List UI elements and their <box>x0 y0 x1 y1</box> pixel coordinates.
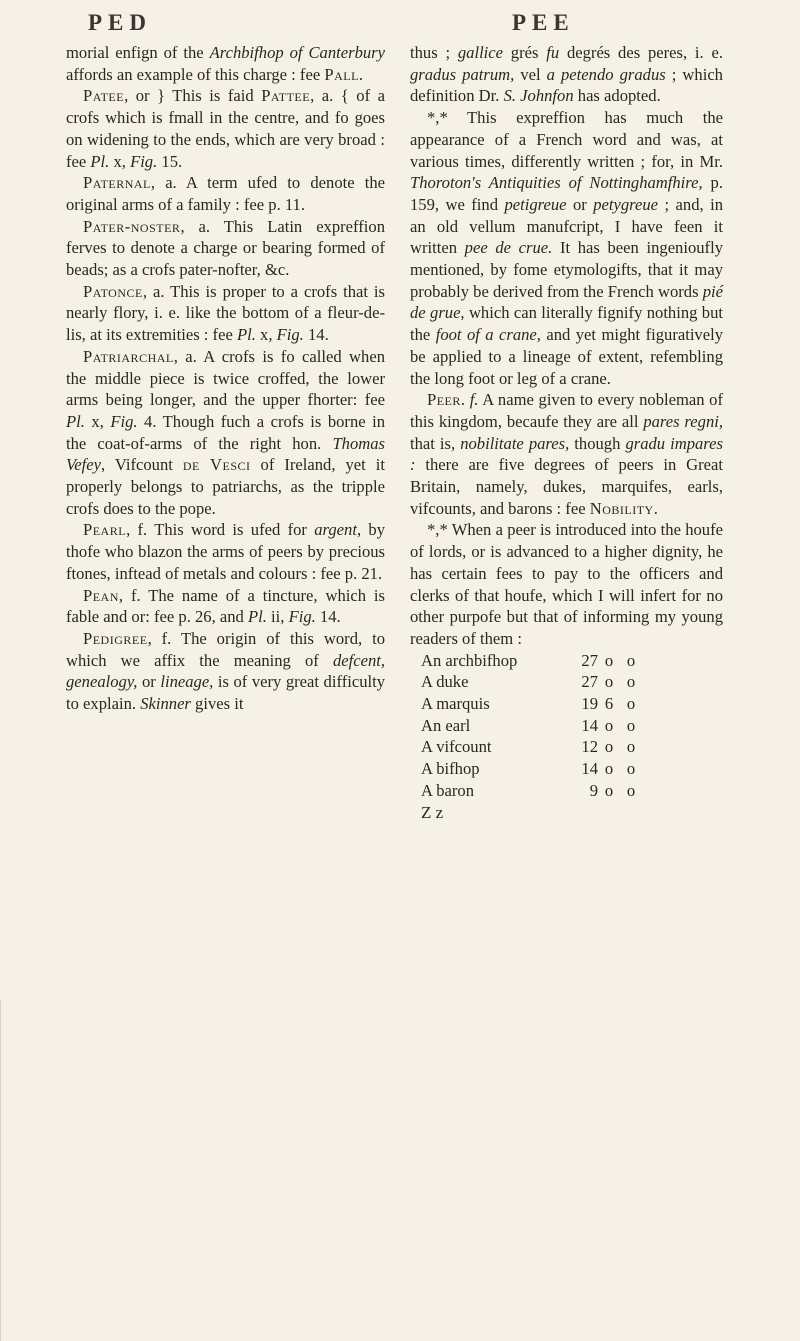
headword: Pearl <box>83 520 127 540</box>
note-peer-fees: *,* When a peer is introduced into the houfe of lords, or is advanced to a higher dignity, he has certain fees to pay to the officers and clerks of that houfe, which I will infert for no other purpofe but that of informing my young readers of them : <box>410 520 723 648</box>
entry-patonce: Patonce, a. This is proper to a crofs that is nearly flory, i. e. like the bottom of a fleur-de-lis, at its extremities : fee Pl. x, Fig. 14. <box>66 281 385 345</box>
running-head-right: PEE <box>512 10 575 35</box>
entry-pedigree: Pedigree, f. The origin of this word, to which we affix the meaning of defcent, genealogy, or lineage, is of very great difficulty to explain. Skinner gives it <box>66 628 386 714</box>
headword: Patonce <box>83 281 143 301</box>
entry-pearl: Pearl, f. This word is ufed for argent, by thofe who blazon the arms of peers by precious ftones, inftead of metals and colours : fee p. 21. <box>66 520 385 583</box>
entry-continuation: morial enfign of the Archbifhop of Canterbury affords an example of this charge : fee Pall. <box>66 43 385 84</box>
headword: Patee <box>83 86 125 106</box>
left-column <box>66 42 385 715</box>
entry-patriarchal: Patriarchal, a. A crofs is fo called when the middle piece is twice croffed, the lower arms being longer, and the upper fhorter: fee Pl. x, Fig. 4. Though fuch a crofs is borne in the coat-of-arms of the right hon. Thomas Vefey, Vifcount de Vesci of Ireland, yet it properly belongs to patriarchs, as the tripple crofs does to the pope. <box>66 346 386 518</box>
headword: Paternal <box>83 173 151 193</box>
entry-pater-noster: Pater-noster, a. This Latin expreffion ferves to denote a charge or bearing formed of beads; as a crofs pater-nofter, &c. <box>66 216 385 280</box>
fee-row: A duke 27 o o <box>421 672 636 692</box>
headword: Patriarchal <box>83 346 174 366</box>
fee-row: A bifhop 14 o o <box>421 759 636 779</box>
running-head-left: PED <box>88 10 152 35</box>
entry-pedigree-continued: thus ; gallice grés fu degrés des peres, i. e. gradus patrum, vel a petendo gradus ; which definition Dr. S. Johnfon has adopted. <box>410 43 723 106</box>
entry-patee: Patee, or } This is faid Pattee, a. { of a crofs which is fmall in the centre, and fo goes on widening to the ends, which are very broad : fee Pl. x, Fig. 15. <box>66 86 385 171</box>
headword: Pean <box>83 585 119 605</box>
fees-table <box>421 650 723 802</box>
signature-mark: Z z <box>421 802 444 822</box>
page-edge-line <box>0 1000 1 1341</box>
right-column <box>410 42 723 823</box>
fee-row: An archbifhop 27 o o <box>421 650 636 670</box>
fee-row: A baron 9 o o <box>421 780 636 800</box>
note-pedigree: *,* This expreffion has much the appearance of a French word and was, at various times, differently written ; for, in Mr. Thoroton's Antiquities of Nottinghamfhire, p. 159, we find petigreue or petygreue ; and, in an old vellum manufcript, I have feen it written pee de crue. It has been ingenioufly mentioned, by fome etymologifts, that it may probably be derived from the French words pié de grue, which can literally fignify nothing but the foot of a crane, and yet might figuratively be applied to a lineage of extent, refembling the long foot or leg of a crane. <box>410 108 723 388</box>
fee-row: A vifcount 12 o o <box>421 737 636 757</box>
fee-row: A marquis 19 6 o <box>421 694 636 714</box>
entry-pean: Pean, f. The name of a tincture, which is fable and or: fee p. 26, and Pl. ii, Fig. 14. <box>66 585 385 627</box>
headword: Peer <box>427 390 461 410</box>
entry-peer: Peer. f. A name given to every nobleman of this kingdom, becaufe they are all pares regni, that is, nobilitate pares, though gradu impares : there are five degrees of peers in Great Britain, namely, dukes, marquifes, earls, vifcounts, and barons : fee Nobility. <box>410 390 724 518</box>
fee-row: An earl 14 o o <box>421 715 636 735</box>
headword: Pedigree <box>83 628 148 648</box>
entry-paternal: Paternal, a. A term ufed to denote the original arms of a family : fee p. 11. <box>66 173 385 214</box>
headword: Pater-noster <box>83 216 181 236</box>
